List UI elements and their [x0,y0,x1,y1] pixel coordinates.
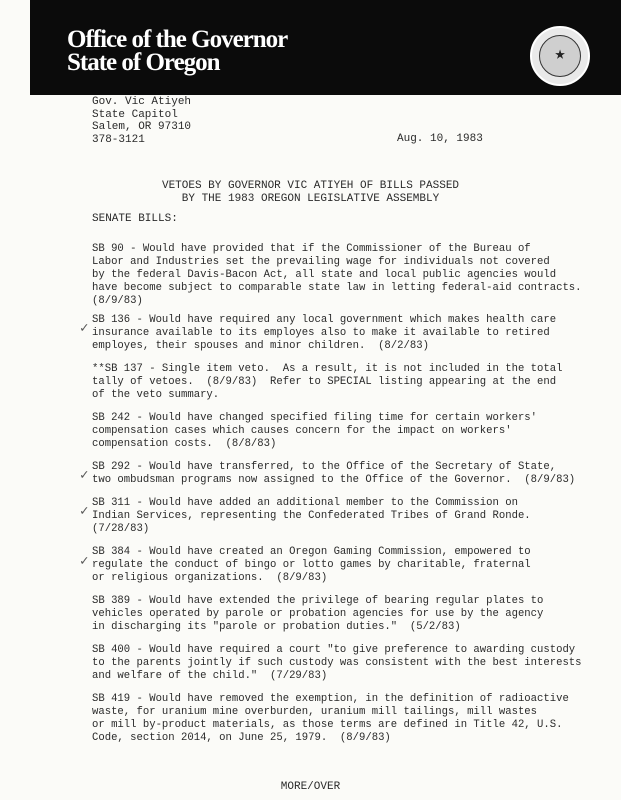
state-seal-icon [530,26,590,86]
sender-name: Gov. Vic Atiyeh [92,96,192,108]
checkmark-icon: ✓ [80,321,89,337]
letter-date: Aug. 10, 1983 [397,133,483,145]
veto-entry: **SB 137 - Single item veto. As a result, it is not included in the total tally of vetoes. (8/9/83) Refer to SPECIAL listing appearing at the end of the veto summary. [92,363,563,401]
checkmark-icon: ✓ [80,554,89,570]
seal-center [539,35,581,77]
letterhead-banner [30,0,621,95]
veto-entry: SB 400 - Would have required a court "to give preference to awarding custody to the parents jointly if such custody was consistent with the best interests and welfare of the child." (7/29/83) [92,644,582,682]
veto-entry: SB 311 - Would have added an additional member to the Commission on Indian Services, representing the Confederated Tribes of Grand Ronde. (7/28/83) [92,497,531,535]
veto-entry: SB 389 - Would have extended the privilege of bearing regular plates to vehicles operated by parole or probation agencies for use by the agency in discharging its "parole or probation duties." (5/2/83) [92,595,544,633]
letterhead-line-2: State of Oregon [67,49,220,76]
checkmark-icon: ✓ [80,468,89,484]
veto-entry: SB 384 - Would have created an Oregon Gaming Commission, empowered to regulate the conduct of bingo or lotto games by charitable, fraternal or religious organizations. (8/9/83) [92,546,531,584]
sender-street: State Capitol [92,108,178,121]
document-title [0,180,621,206]
veto-entry: SB 292 - Would have transferred, to the Office of the Secretary of State, two ombudsman programs now assigned to the Office of the Governor. (8/9/83) [92,461,576,486]
veto-entry: SB 136 - Would have required any local government which makes health care insurance available to its employes also to make it available to retired employes, their spouses and minor children. (8/2/83) [92,314,557,352]
title-line-2: BY THE 1983 OREGON LEGISLATIVE ASSEMBLY [181,193,440,205]
letterhead-title [67,28,287,74]
veto-entry: SB 90 - Would have provided that if the Commissioner of the Bureau of Labor and Industries set the prevailing wage for individuals not covered by the federal Davis-Bacon Act, all state and local public agencies would have become subject to comparable state law in letting federal-aid contracts. (8/9/83) [92,243,582,307]
veto-entry: SB 419 - Would have removed the exemption, in the definition of radioactive waste, for uranium mine overburden, uranium mill tailings, mill wastes or mill by-product materials, as those terms are defined in Title 42, U.S. Code, section 2014, on June 25, 1979. (8/9/83) [92,693,569,744]
checkmark-icon: ✓ [80,504,89,520]
continuation-note: MORE/OVER [280,781,341,793]
sender-phone: 378-3121 [92,133,145,146]
seal-star-icon: ★ [554,45,566,65]
section-heading: SENATE BILLS: [92,213,178,225]
veto-entry: SB 242 - Would have changed specified filing time for certain workers' compensation cases which causes concern for the impact on workers' compensation costs. (8/8/83) [92,412,538,450]
letterhead-line-1: Office of the Governor [67,26,288,53]
title-line-1: VETOES BY GOVERNOR VIC ATIYEH OF BILLS PASSED [161,180,460,192]
sender-address [92,96,191,146]
sender-city: Salem, OR 97310 [92,121,192,133]
